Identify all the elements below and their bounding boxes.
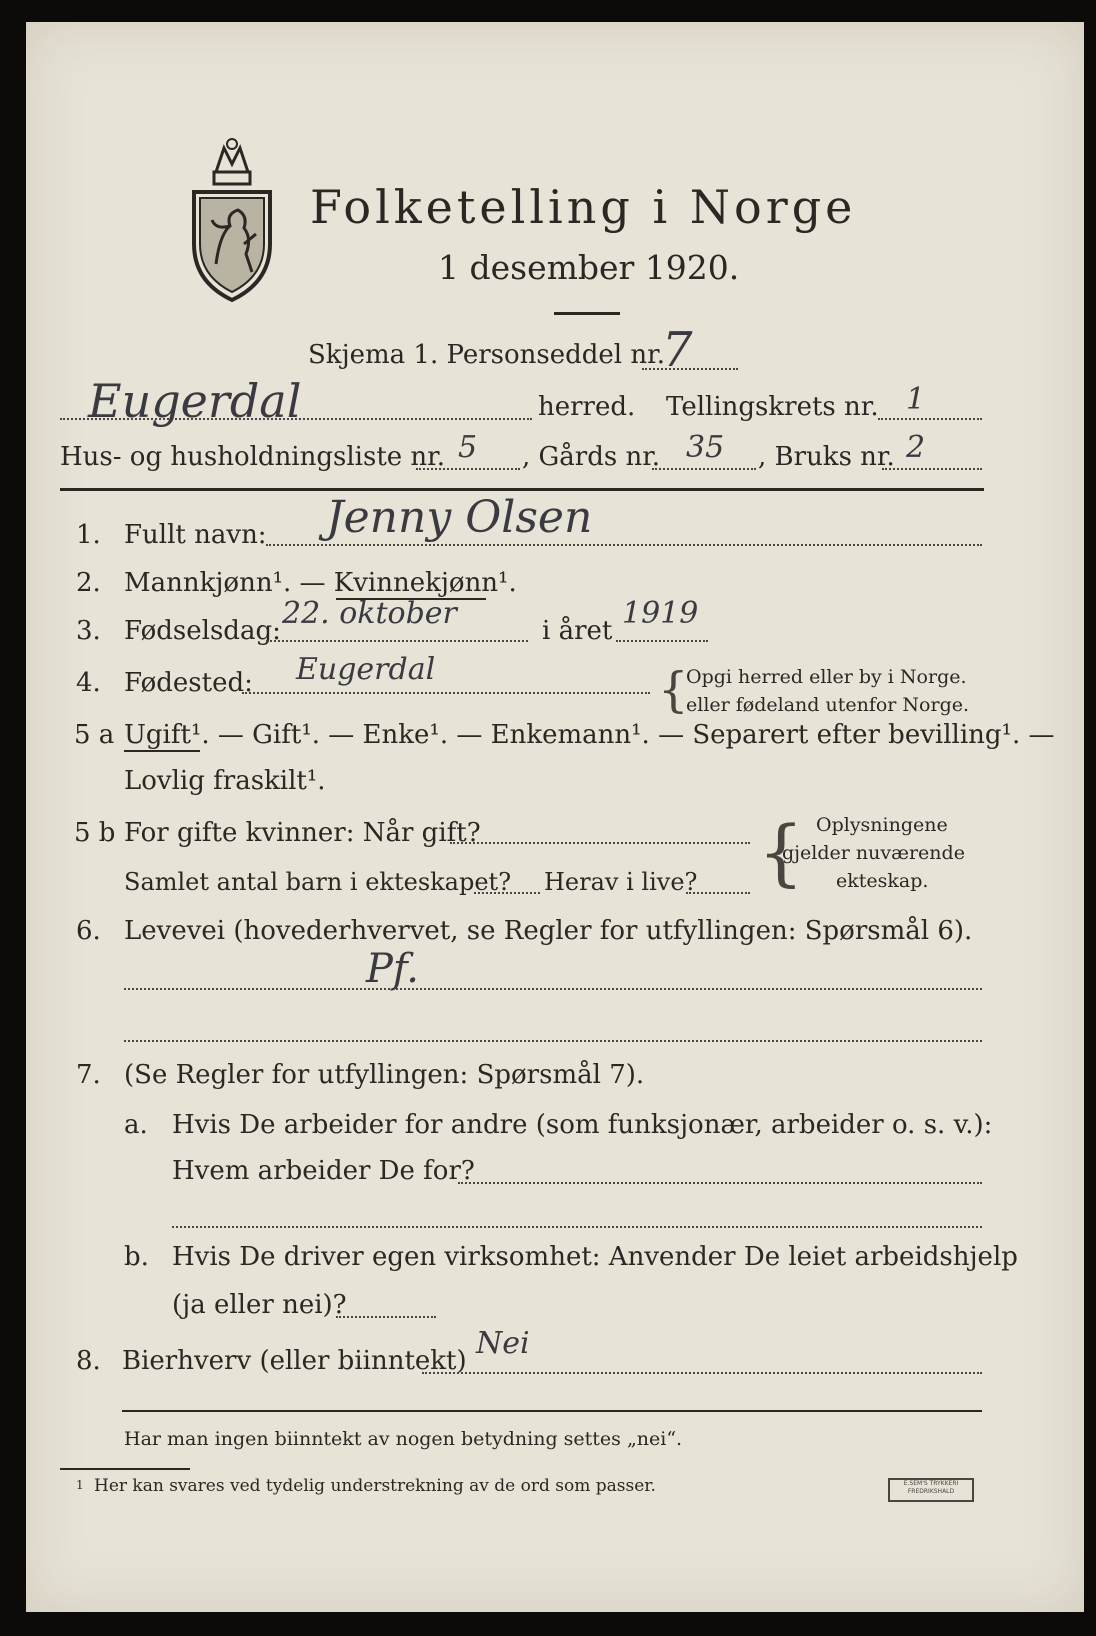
- q7a-line2: Hvem arbeider De for?: [172, 1156, 475, 1186]
- q3-line: [266, 640, 528, 642]
- q3-number: 3.: [76, 616, 101, 646]
- q5b-label2: Samlet antal barn i ekteskapet?: [124, 868, 512, 896]
- q1-line: [266, 544, 982, 546]
- q7b-line2: (ja eller nei)?: [172, 1290, 347, 1320]
- herred-value: Eugerdal: [88, 374, 302, 428]
- gards-label: , Gårds nr.: [522, 442, 661, 472]
- norway-coat-of-arms-icon: [186, 134, 278, 304]
- biinntekt-note: Har man ingen biinntekt av nogen betydning settes „nei“.: [124, 1428, 683, 1450]
- q6-label: Levevei (hovederhvervet, se Regler for utfyllingen: Spørsmål 6).: [124, 916, 973, 946]
- census-form-sheet: [26, 22, 1084, 1612]
- header-divider: [60, 488, 984, 491]
- q2-number: 2.: [76, 568, 101, 598]
- q1-label: Fullt navn:: [124, 520, 267, 550]
- q4-brace: {: [658, 662, 689, 718]
- q5b-note-line3: ekteskap.: [836, 870, 929, 892]
- q6-value: Pf.: [366, 946, 420, 992]
- bottom-divider: [122, 1410, 982, 1412]
- q2-label: Mannkjønn¹. — Kvinnekjønn¹.: [124, 568, 517, 598]
- q8-value: Nei: [476, 1326, 530, 1361]
- q4-value: Eugerdal: [296, 652, 436, 687]
- gards-value: 35: [686, 430, 725, 465]
- q4-line: [242, 692, 650, 694]
- q3-label: Fødselsdag:: [124, 616, 281, 646]
- q5b-brace: {: [758, 810, 804, 894]
- tellingskrets-line: [878, 418, 982, 420]
- q5a-line2: Lovlig fraskilt¹.: [124, 766, 326, 796]
- q3-value: 22. oktober: [282, 596, 457, 631]
- q7b-answer-line: [336, 1316, 436, 1318]
- q5b-alive-line: [686, 892, 750, 894]
- q7a-extra-line: [172, 1226, 982, 1228]
- q5b-number: 5 b: [74, 818, 116, 848]
- q3-year-label: i året: [542, 616, 613, 646]
- bruks-value: 2: [906, 430, 926, 465]
- q1-number: 1.: [76, 520, 101, 550]
- tellingskrets-value: 1: [906, 382, 926, 417]
- q5b-note-line2: gjelder nuværende: [782, 842, 965, 864]
- q7b-number: b.: [124, 1242, 149, 1272]
- q7-label: (Se Regler for utfyllingen: Spørsmål 7).: [124, 1060, 645, 1090]
- q5b-note-line1: Oplysningene: [816, 814, 948, 836]
- q6-number: 6.: [76, 916, 101, 946]
- gards-line: [652, 468, 756, 470]
- form-title: Folketelling i Norge: [310, 180, 857, 234]
- census-date: 1 desember 1920.: [438, 248, 740, 287]
- tellingskrets-label: Tellingskrets nr.: [666, 392, 879, 422]
- q5a-ugift-underline: [124, 750, 200, 752]
- q7-number: 7.: [76, 1060, 101, 1090]
- q4-note-line2: eller fødeland utenfor Norge.: [686, 694, 970, 716]
- q8-number: 8.: [76, 1346, 101, 1376]
- hus-line: [416, 468, 520, 470]
- q7a-number: a.: [124, 1110, 148, 1140]
- q6-line2: [124, 1040, 982, 1042]
- q5b-label1: For gifte kvinner: Når gift?: [124, 818, 481, 848]
- q3-year-value: 1919: [622, 596, 699, 631]
- title-divider: [554, 312, 620, 315]
- q3-year-line: [616, 640, 708, 642]
- q5b-when-line: [450, 842, 750, 844]
- q5b-label3: Herav i live?: [544, 868, 698, 896]
- q5a-number: 5 a: [74, 720, 115, 750]
- bruks-line: [882, 468, 982, 470]
- q1-value: Jenny Olsen: [326, 492, 593, 543]
- q4-label: Fødested:: [124, 668, 253, 698]
- q7a-line1: Hvis De arbeider for andre (som funksjonær, arbeider o. s. v.):: [172, 1110, 993, 1140]
- printer-stamp-line1: E.SEM'S TRYKKERI: [903, 1480, 959, 1487]
- q4-note-line1: Opgi herred eller by i Norge.: [686, 666, 967, 688]
- footnote-text: Her kan svares ved tydelig understrekning av de ord som passer.: [94, 1476, 656, 1496]
- bruks-label: , Bruks nr.: [758, 442, 895, 472]
- q8-label: Bierhverv (eller biinntekt): [122, 1346, 467, 1376]
- printer-stamp-line2: FREDRIKSHALD: [907, 1488, 955, 1495]
- schema-value: 7: [662, 322, 693, 378]
- schema-label: Skjema 1. Personseddel nr.: [308, 340, 665, 370]
- q4-number: 4.: [76, 668, 101, 698]
- q7a-employer-line: [458, 1182, 982, 1184]
- hus-value: 5: [458, 430, 478, 465]
- q8-line: [422, 1372, 982, 1374]
- printer-stamp: [888, 1478, 974, 1502]
- q6-line1: [124, 988, 982, 990]
- q5b-children-line: [474, 892, 540, 894]
- hus-label: Hus- og husholdningsliste nr.: [60, 442, 446, 472]
- q5a-line1: Ugift¹. — Gift¹. — Enke¹. — Enkemann¹. — Separert efter bevilling¹. —: [124, 720, 1055, 750]
- herred-label: herred.: [538, 392, 636, 422]
- footnote-mark: 1: [76, 1478, 84, 1492]
- q7b-line1: Hvis De driver egen virksomhet: Anvender De leiet arbeidshjelp: [172, 1242, 1018, 1272]
- footnote-divider: [60, 1468, 190, 1470]
